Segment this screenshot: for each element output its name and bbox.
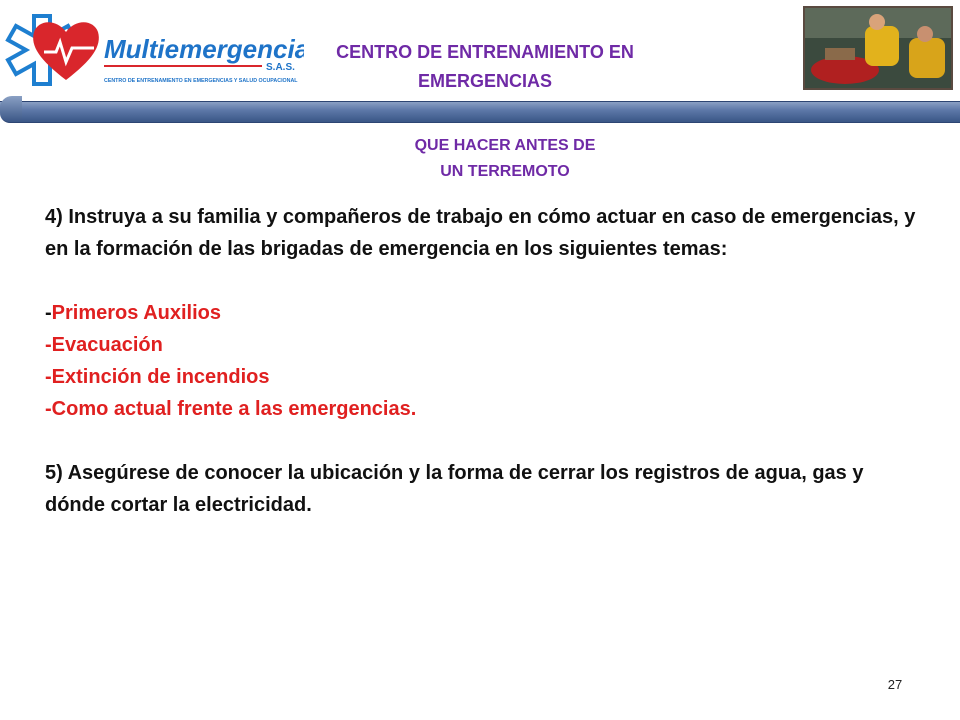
topic-dash: - (45, 398, 52, 420)
topic-text: Evacuación (51, 334, 163, 356)
rescue-photo (803, 6, 953, 90)
heart-icon (33, 22, 99, 80)
topic-text: Como actual frente a las emergencias. (51, 398, 417, 420)
topic-list-item (45, 361, 925, 393)
header-title-line1: CENTRO DE ENTRENAMIENTO EN (336, 42, 634, 62)
topic-dash: - (45, 302, 52, 324)
item-4-text: 4) Instruya a su familia y compañeros de trabajo en cómo actuar en caso de emergencias, y en la formación de las brigadas de emergencia en los siguientes temas: (45, 206, 916, 260)
logo-tagline: CENTRO DE ENTRENAMIENTO EN EMERGENCIAS Y SALUD OCUPACIONAL (104, 78, 298, 84)
subtitle-line2: UN TERREMOTO (440, 163, 570, 180)
slide-body (45, 201, 925, 521)
spacer (45, 265, 925, 297)
company-logo (4, 2, 304, 98)
item-5-text: 5) Asegúrese de conocer la ubicación y la forma de cerrar los registros de agua, gas y dónde cortar la electricidad. (45, 462, 864, 516)
topic-text: Primeros Auxilios (51, 302, 221, 324)
topic-dash: - (45, 366, 52, 388)
subtitle-line1: QUE HACER ANTES DE (414, 137, 596, 154)
page-number: 27 (887, 677, 903, 692)
logo-brand-text: Multiemergencias (104, 34, 304, 64)
header-divider-bar (0, 101, 960, 123)
logo-suffix-text: S.A.S. (266, 62, 295, 73)
topic-list-item (45, 329, 925, 361)
spacer (45, 425, 925, 457)
topic-list-item (45, 297, 925, 329)
header-title (305, 38, 665, 96)
topic-dash: - (45, 334, 52, 356)
topic-text: Extinción de incendios (51, 366, 270, 388)
header-title-line2: EMERGENCIAS (417, 71, 552, 91)
topic-list-item (45, 393, 925, 425)
slide-subtitle (330, 133, 680, 185)
